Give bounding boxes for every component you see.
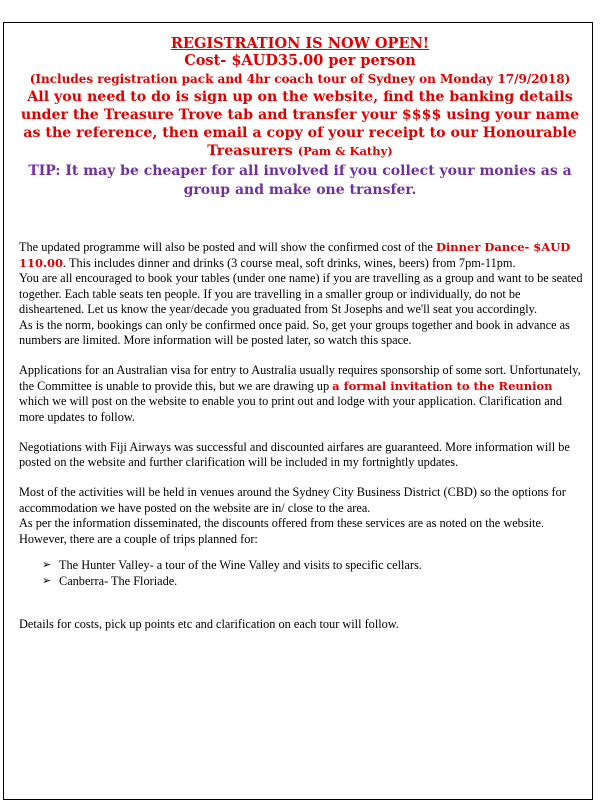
treasurers-names: (Pam & Kathy)	[297, 144, 393, 158]
visa-paragraph	[19, 363, 585, 425]
dinner-dance-cost: Dinner Dance- $AUD 110.00	[19, 240, 571, 270]
formal-invitation-text: a formal invitation to the Reunion	[332, 378, 553, 393]
discounts-paragraph: As per the information disseminated, the discounts offered from these services are as noted on the website.	[19, 516, 544, 530]
registration-title: REGISTRATION IS NOW OPEN!	[170, 35, 430, 52]
registration-header	[0, 35, 600, 200]
list-item: ➢ Canberra- The Floriade.	[42, 573, 585, 589]
closing-paragraph: Details for costs, pick up points etc and clarification on each tour will follow.	[19, 617, 399, 631]
trips-intro: However, there are a couple of trips planned for:	[19, 531, 258, 546]
bookings-paragraph: As is the norm, bookings can only be confirmed once paid. So, get your groups together and book in advance as numbers are limited. More information will be posted later, so watch this space.	[19, 317, 570, 347]
document-body	[19, 240, 585, 647]
trips-list	[19, 557, 585, 589]
tables-paragraph: You are all encouraged to book your tables (under one name) if you are travelling as a group and want to be seated together. Each table seats ten people. If you are travelling in a smaller group or individually, do not be disheartened. Let us know the year/decade you graduated from St Josephs and we'll seat you accordingly.	[19, 271, 583, 316]
activities-paragraph: Most of the activities will be held in venues around the Sydney City Business District (CBD) so the options for accommodation we have posted on the website are in/ close to the area.	[19, 485, 566, 515]
registration-includes: (Includes registration pack and 4hr coach tour of Sydney on Monday 17/9/2018)	[29, 72, 571, 86]
signup-text: All you need to do is sign up on the website, find the banking details under the Treasure Trove tab and transfer your $$$$ using your name as the reference, then email a copy of your receipt to our Honourable Treasurers	[20, 89, 580, 159]
programme-paragraph	[19, 240, 585, 271]
airways-paragraph: Negotiations with Fiji Airways was successful and discounted airfares are guaranteed. More information will be posted on the website and further clarification will be included in my fortnightly updates.	[19, 439, 570, 469]
registration-cost: Cost- $AUD35.00 per person	[184, 52, 416, 69]
visa-text-end: which we will post on the website to enable you to print out and lodge with your application. Clarification and more updates to follow.	[19, 394, 562, 424]
list-item: ➢ The Hunter Valley- a tour of the Wine Valley and visits to specific cellars.	[42, 557, 585, 573]
programme-text: The updated programme will also be posted and will show the confirmed cost of the	[19, 240, 436, 254]
programme-text-end: . This includes dinner and drinks (3 course meal, soft drinks, wines, beers) from 7pm-11pm.	[63, 255, 516, 270]
signup-instructions	[0, 88, 600, 160]
tip-text: TIP: It may be cheaper for all involved if you collect your monies as a group and make one transfer.	[28, 163, 572, 198]
visa-text: Applications for an Australian visa for entry to Australia usually requires sponsorship of some sort. Unfortunately, the Committee is unable to provide this, but we are drawing up	[19, 363, 581, 393]
